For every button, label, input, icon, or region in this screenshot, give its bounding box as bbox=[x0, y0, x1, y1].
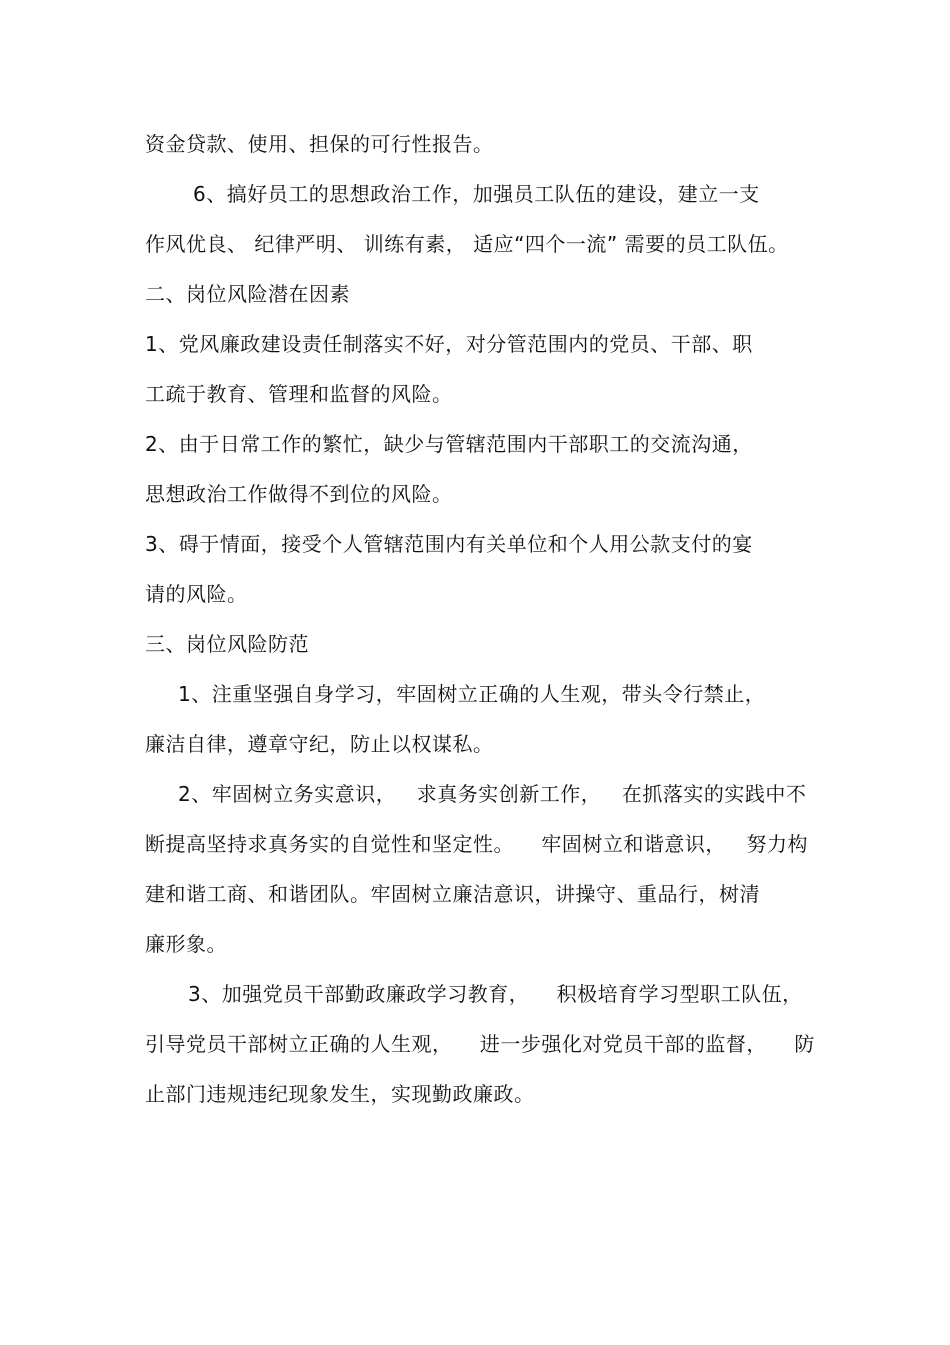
text-line: 断提高坚持求真务实的自觉性和坚定性。 牢固树立和谐意识， 努力构 bbox=[145, 832, 809, 856]
prevention-item-1: 1、注重坚强自身学习，牢固树立正确的人生观，带头令行禁止， bbox=[178, 682, 766, 706]
text-line: 工疏于教育、管理和监督的风险。 bbox=[145, 382, 453, 406]
text-line: 廉洁自律，遵章守纪，防止以权谋私。 bbox=[145, 732, 494, 756]
text-line: 请的风险。 bbox=[145, 582, 248, 606]
section-heading-2: 二、岗位风险潜在因素 bbox=[145, 282, 350, 306]
text-line: 思想政治工作做得不到位的风险。 bbox=[145, 482, 453, 506]
text-line: 资金贷款、使用、担保的可行性报告。 bbox=[145, 132, 494, 156]
risk-item-2: 2、由于日常工作的繁忙，缺少与管辖范围内干部职工的交流沟通， bbox=[145, 432, 753, 456]
text-line: 廉形象。 bbox=[145, 932, 227, 956]
prevention-item-2: 2、牢固树立务实意识， 求真务实创新工作， 在抓落实的实践中不 bbox=[178, 782, 807, 806]
prevention-item-3: 3、加强党员干部勤政廉政学习教育， 积极培育学习型职工队伍， bbox=[188, 982, 803, 1006]
item-6-line: 6、搞好员工的思想政治工作，加强员工队伍的建设，建立一支 bbox=[193, 182, 760, 206]
text-line: 引导党员干部树立正确的人生观， 进一步强化对党员干部的监督， 防 bbox=[145, 1032, 815, 1056]
section-heading-3: 三、岗位风险防范 bbox=[145, 632, 309, 656]
risk-item-3: 3、碍于情面，接受个人管辖范围内有关单位和个人用公款支付的宴 bbox=[145, 532, 753, 556]
text-line: 建和谐工商、和谐团队。牢固树立廉洁意识，讲操守、重品行，树清 bbox=[145, 882, 760, 906]
text-line: 作风优良、 纪律严明、 训练有素， 适应“四个一流” 需要的员工队伍。 bbox=[145, 232, 789, 256]
risk-item-1: 1、党风廉政建设责任制落实不好，对分管范围内的党员、干部、职 bbox=[145, 332, 753, 356]
text-line: 止部门违规违纪现象发生，实现勤政廉政。 bbox=[145, 1082, 535, 1106]
